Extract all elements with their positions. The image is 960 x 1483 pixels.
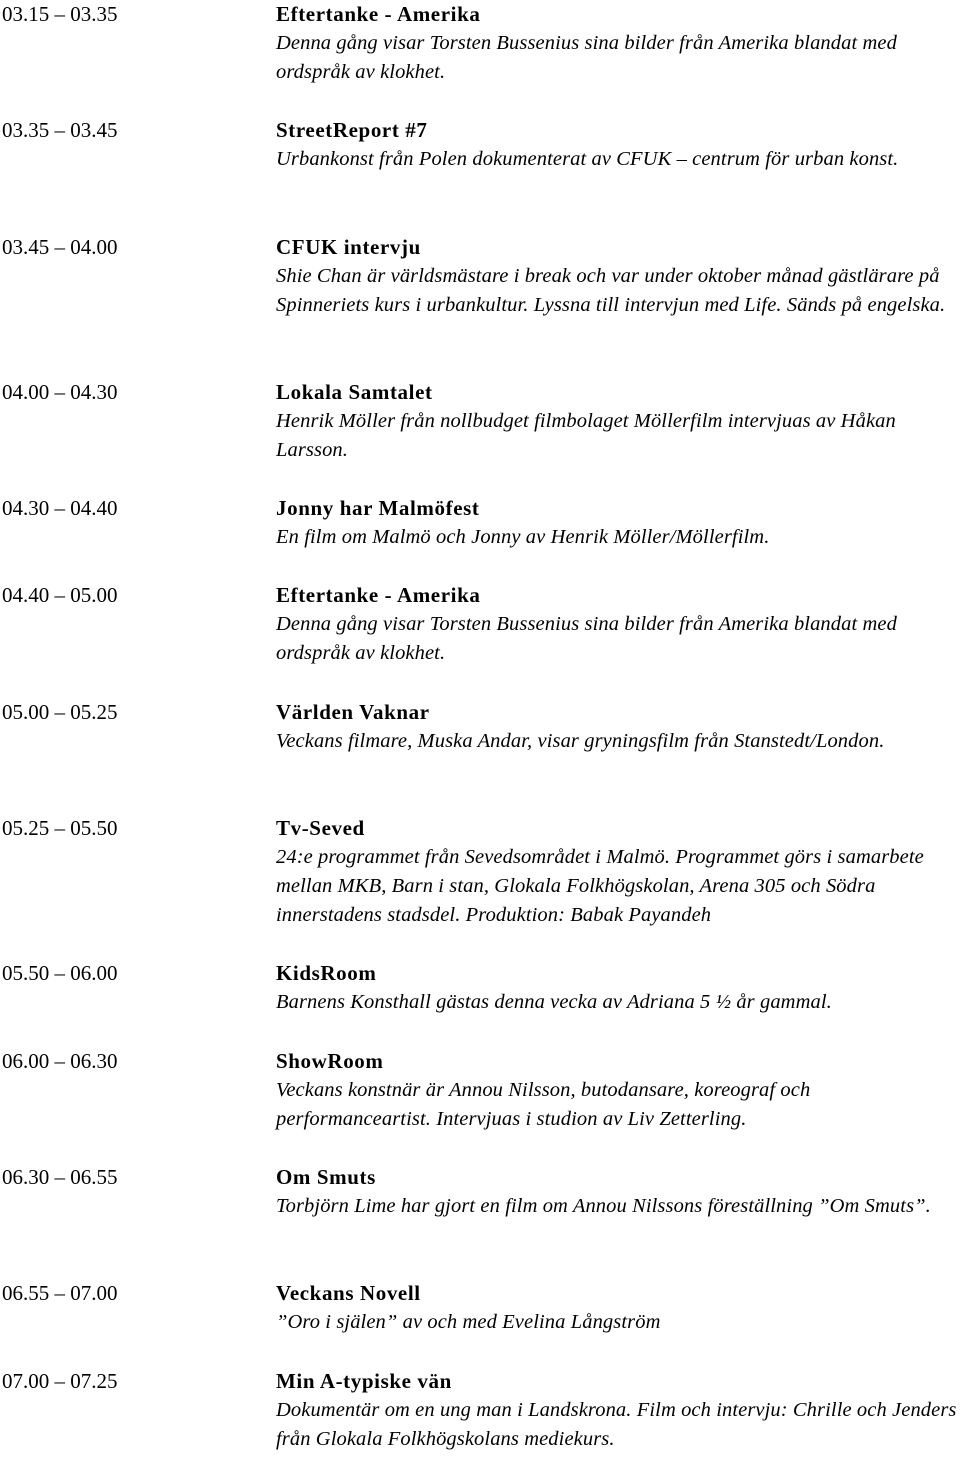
entry-title: Lokala Samtalet (276, 379, 433, 404)
entry-title: Min A-typiske vän (276, 1368, 452, 1393)
entry-time: 06.30 – 06.55 (2, 1164, 118, 1189)
schedule-entry (0, 378, 960, 494)
entry-description: Barnens Konsthall gästas denna vecka av Adriana 5 ½ år gammal. (276, 991, 832, 1014)
entry-title: Eftertanke - Amerika (276, 2, 481, 26)
schedule-entry (0, 959, 960, 1046)
entry-title: Eftertanke - Amerika (276, 583, 481, 608)
entry-content (276, 494, 960, 552)
entry-content (276, 1047, 960, 1134)
entry-time: 04.30 – 04.40 (2, 496, 118, 521)
entry-content (276, 1163, 960, 1221)
schedule-entry (0, 1279, 960, 1366)
schedule-entry (0, 1163, 960, 1279)
entry-time: 07.00 – 07.25 (2, 1368, 118, 1393)
entry-content (276, 0, 960, 87)
entry-description: Veckans konstnär är Annou Nilsson, butodansare, koreograf och performanceartist. Intervjuas i studion av Liv Zetterling. (276, 1078, 811, 1130)
entry-content (276, 1367, 960, 1454)
schedule-entry (0, 233, 960, 378)
entry-time: 04.40 – 05.00 (2, 583, 118, 608)
schedule-entry (0, 0, 960, 116)
entry-content (276, 1279, 960, 1337)
entry-title: KidsRoom (276, 961, 377, 986)
entry-description: Denna gång visar Torsten Bussenius sina bilder från Amerika blandat med ordspråk av klokhet. (276, 32, 897, 83)
entry-title: Världen Vaknar (276, 699, 430, 724)
entry-title: Veckans Novell (276, 1281, 421, 1306)
entry-content (276, 581, 960, 668)
entry-title: Om Smuts (276, 1164, 376, 1189)
entry-time: 06.55 – 07.00 (2, 1281, 118, 1306)
entry-description: 24:e programmet från Sevedsområdet i Malmö. Programmet görs i samarbete mellan MKB, Barn i stan, Glokala Folkhögskolan, Arena 305 och Södra innerstadens stadsdel. Produktion: Babak Payandeh (276, 846, 924, 927)
schedule-entry (0, 1047, 960, 1163)
entry-description: ”Oro i själen” av och med Evelina Långström (276, 1311, 661, 1334)
entry-content (276, 116, 960, 174)
entry-description: En film om Malmö och Jonny av Henrik Möller/Möllerfilm. (276, 526, 770, 549)
entry-time: 06.00 – 06.30 (2, 1048, 118, 1073)
entry-description: Urbankonst från Polen dokumenterat av CFUK – centrum för urban konst. (276, 148, 899, 171)
entry-time: 05.50 – 06.00 (2, 961, 118, 986)
schedule-entry (0, 494, 960, 581)
entry-title: ShowRoom (276, 1048, 384, 1073)
entry-time: 03.15 – 03.35 (2, 2, 118, 26)
entry-time: 03.35 – 03.45 (2, 118, 118, 143)
entry-description: Henrik Möller från nollbudget filmbolaget Möllerfilm intervjuas av Håkan Larsson. (276, 409, 896, 461)
schedule-entry (0, 116, 960, 232)
entry-title: CFUK intervju (276, 234, 421, 259)
entry-description: Denna gång visar Torsten Bussenius sina bilder från Amerika blandat med ordspråk av klokhet. (276, 613, 897, 665)
schedule-entry (0, 814, 960, 959)
schedule-entry (0, 698, 960, 814)
entry-title: Jonny har Malmöfest (276, 496, 480, 521)
entry-time: 05.00 – 05.25 (2, 699, 118, 724)
entry-content (276, 959, 960, 1017)
entry-content (276, 233, 960, 320)
schedule-entry (0, 1367, 960, 1483)
entry-time: 05.25 – 05.50 (2, 816, 118, 841)
entry-time: 04.00 – 04.30 (2, 379, 118, 404)
entry-description: Shie Chan är världsmästare i break och var under oktober månad gästlärare på Spinneriets kurs i urbankultur. Lyssna till intervjun med Life. Sänds på engelska. (276, 264, 946, 316)
entry-content (276, 814, 960, 930)
entry-title: Tv-Seved (276, 816, 365, 841)
entry-content (276, 378, 960, 465)
entry-description: Veckans filmare, Muska Andar, visar gryningsfilm från Stanstedt/London. (276, 729, 885, 752)
entry-description: Dokumentär om en ung man i Landskrona. Film och intervju: Chrille och Jenders från Glokala Folkhögskolans mediekurs. (276, 1398, 957, 1450)
entry-content (276, 698, 960, 756)
entry-title: StreetReport #7 (276, 118, 428, 143)
entry-time: 03.45 – 04.00 (2, 234, 118, 259)
entry-description: Torbjörn Lime har gjort en film om Annou Nilssons föreställning ”Om Smuts”. (276, 1194, 931, 1217)
schedule-entry (0, 581, 960, 697)
